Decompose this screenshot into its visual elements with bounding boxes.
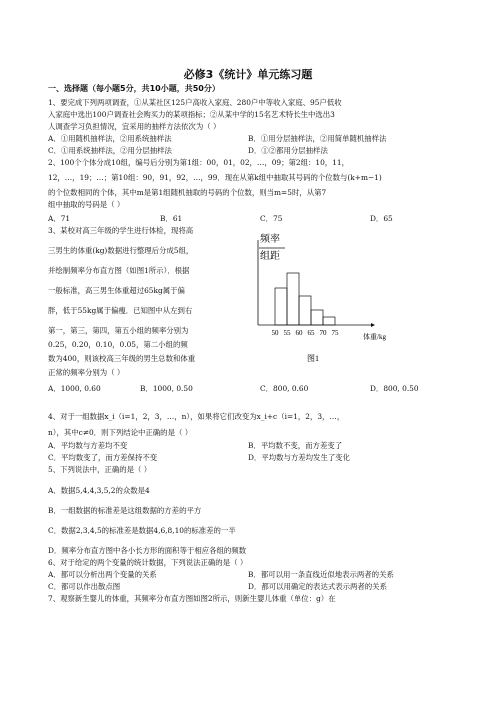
q3-line-9: 正常的频率分别为（ ） (48, 368, 125, 377)
q3-option-d: D．800, 0.50 (370, 384, 419, 393)
q5-option-b: B．一组数据的标准差是这组数据的方差的平方 (48, 506, 202, 515)
q7-line-1: 7、观察新生婴儿的体重，其频率分布直方图如图2所示，则新生婴儿体重（单位：g）在 (48, 594, 336, 603)
q6-option-a: A．都可以分析出两个变量的关系 (48, 570, 157, 579)
q3-line-1: 3、某校对高三年级的学生进行体检，现将高 (48, 226, 194, 235)
q5-option-a: A．数据5,4,4,3,5,2的众数是4 (48, 486, 150, 495)
q2-option-b: B．61 (160, 214, 183, 223)
x-tick-label: 65 (307, 329, 315, 337)
q3-option-a: A．1000, 0.60 (48, 384, 101, 393)
q2-line-3: 的个位数相同的个体，其中m是第1组随机抽取的号码的个位数，则当m=5时，从第7 (48, 188, 327, 197)
q2-line-2: 12，…，19；…；第10组：90，91，92，…，99．现在从第k组中抽取其号码的个位数与(k+m−1) (48, 173, 382, 182)
histogram-bar-2 (287, 273, 299, 325)
x-tick-label: 70 (319, 329, 327, 337)
ylabel-line-2: 组距 (260, 251, 280, 262)
histogram-bar-5 (323, 317, 335, 325)
x-tick-label: 60 (295, 329, 303, 337)
histogram-figure (255, 228, 405, 368)
ylabel-line-1: 频率 (260, 234, 280, 245)
q1-option-d: D．①②都用分层抽样法 (248, 146, 328, 155)
q2-line-4: 组中抽取的号码是（ ） (48, 200, 125, 209)
q1-option-b: B．①用分层抽样法，②用简单随机抽样法 (248, 134, 387, 143)
q4-option-d: D．平均数与方差均发生了变化 (248, 453, 351, 462)
section-heading: 一、选择题（每小题5分，共10小题，共50分） (48, 84, 220, 93)
q3-option-b: B．1000, 0.50 (140, 384, 193, 393)
q4-line-2: n），其中c≠0．则下列结论中正确的是（ ） (48, 428, 193, 437)
x-axis-arrow (371, 323, 375, 327)
q1-line-1: 1、要完成下列两项调查，①从某社区125户高收入家庭、280户中等收入家庭、95户低收 (48, 98, 342, 107)
x-axis-label: 体重/kg (363, 333, 386, 341)
histogram-bar-3 (299, 296, 311, 325)
q5-line-1: 5、下列说法中，正确的是（ ） (48, 465, 152, 474)
q2-option-a: A．71 (48, 214, 71, 223)
q3-line-5: 胖，低于55kg属于偏瘦．已知图中从左到右 (48, 306, 193, 315)
x-tick-label: 55 (283, 329, 291, 337)
x-tick-label: 75 (331, 329, 339, 337)
page-title: 必修3《统计》单元练习题 (183, 68, 313, 81)
q2-option-c: C．75 (260, 214, 283, 223)
histogram-bar-1 (275, 288, 287, 325)
q4-option-c: C．平均数变了，而方差保持不变 (48, 453, 158, 462)
q3-line-2: 三男生的体重(kg)数据进行整理后分成5组， (48, 246, 194, 255)
q3-line-8: 数为400，则该校高三年级的男生总数和体重 (48, 354, 196, 363)
q6-line-1: 6、对于给定的两个变量的统计数据，下列说法正确的是（ ） (48, 558, 248, 567)
q2-option-d: D．65 (370, 214, 393, 223)
q2-line-1: 2、100个个体分成10组，编号后分别为第1组：00，01，02，…，09；第2组：10，11， (48, 158, 349, 167)
q5-option-c: C．数据2,3,4,5的标准差是数据4,6,8,10的标准差的一半 (48, 526, 236, 535)
q4-option-a: A．平均数与方差均不变 (48, 441, 128, 450)
q4-option-b: B．平均数不变，而方差变了 (248, 441, 343, 450)
figure-caption: 图1 (307, 354, 319, 363)
q1-line-3: 人调查学习负担情况，宜采用的抽样方法依次为（ ） (48, 122, 221, 131)
q1-option-c: C．①用系统抽样法，②用分层抽样法 (48, 146, 172, 155)
q6-option-c: C．都可以作出散点图 (48, 582, 121, 591)
q1-line-2: 入家庭中选出100户调查社会购买力的某项指标；②从某中学的15名艺术特长生中选出3 (48, 110, 335, 119)
q3-line-4: 一般标准，高三男生体重超过65kg属于偏 (48, 286, 185, 295)
q3-line-6: 第一，第三，第四，第五小组的频率分别为 (48, 326, 189, 335)
q6-option-b: B．都可以用一条直线近似地表示两者的关系 (248, 570, 394, 579)
q3-line-7: 0.25，0.20，0.10，0.05，第二小组的频 (48, 340, 188, 349)
histogram-bar-4 (311, 310, 323, 325)
q3-option-c: C．800, 0.60 (260, 384, 309, 393)
q3-line-3: 并绘制频率分布直方图（如图1所示）．根据 (48, 266, 190, 275)
q1-option-a: A．①用随机抽样法，②用系统抽样法 (48, 134, 172, 143)
q5-option-d: D．频率分布直方图中各小长方形的面积等于相应各组的频数 (48, 546, 247, 555)
q4-line-1: 4、对于一组数据x_i（i=1，2，3，…，n），如果将它们改变为x_i+c（i=1，2，3，…， (48, 412, 345, 421)
x-tick-label: 50 (271, 329, 279, 337)
q6-option-d: D．都可以用确定的表达式表示两者的关系 (248, 582, 387, 591)
